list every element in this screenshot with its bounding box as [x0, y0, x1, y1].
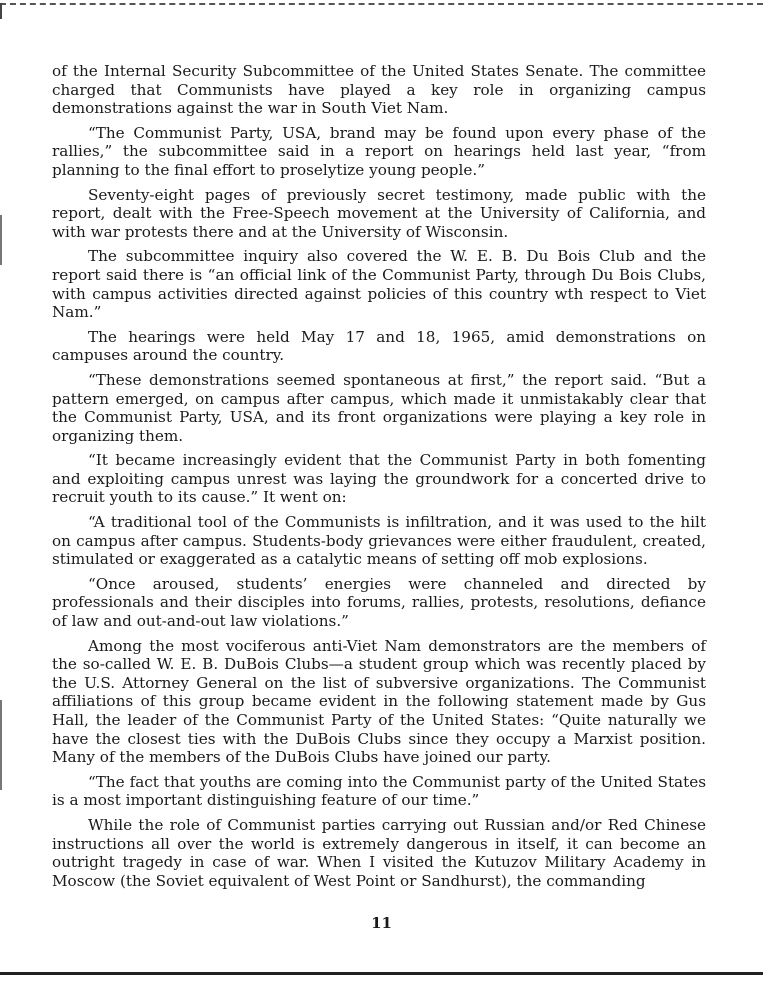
paragraph: “The Communist Party, USA, brand may be found upon every phase of the rallies,” the subcommittee said in a report on hearings held last year, “from planning to the final effort to proselytize young people.”: [52, 123, 706, 179]
paragraph: The subcommittee inquiry also covered the W. E. B. Du Bois Club and the report said there is “an official link of the Communist Party, through Du Bois Clubs, with campus activities directed against policies of this country wth respect to Viet Nam.”: [52, 247, 706, 322]
top-left-corner-mark: [0, 3, 2, 19]
left-margin-scan-mark: [0, 215, 2, 265]
paragraph: “The fact that youths are coming into the Communist party of the United States is a most important distinguishing feature of our time.”: [52, 772, 706, 810]
paragraph: “Once aroused, students’ energies were channeled and directed by professionals and their disciples into forums, rallies, protests, resolutions, defiance of law and out-and-out law violations.”: [52, 574, 706, 631]
paragraph: The hearings were held May 17 and 18, 1965, amid demonstrations on campuses around the country.: [52, 327, 706, 365]
page-number: 11: [371, 914, 392, 932]
top-border-rule: [0, 3, 763, 5]
bottom-border-rule: [0, 972, 763, 975]
paragraph: Seventy-eight pages of previously secret testimony, made public with the report, dealt with the Free-Speech movement at the University of California, and with war protests there and at the University of Wisconsin.: [52, 185, 706, 241]
paragraph: Among the most vociferous anti-Viet Nam demonstrators are the members of the so-called W. E. B. DuBois Clubs—a student group which was recently placed by the U.S. Attorney General on the list of subversive organizations. The Communist affiliations of this group became evident in the following statement made by Gus Hall, the leader of the Communist Party of the United States: “Quite naturally we have the closest ties with the DuBois Clubs since they occupy a Marxist position. Many of the members of the DuBois Clubs have joined our party.: [52, 636, 706, 767]
document-body: [52, 62, 706, 896]
paragraph: “These demonstrations seemed spontaneous at first,” the report said. “But a pattern emerged, on campus after campus, which made it unmistakably clear that the Communist Party, USA, and its front organizations were playing a key role in organizing them.: [52, 370, 706, 445]
left-margin-scan-mark: [0, 700, 2, 790]
paragraph: “It became increasingly evident that the Communist Party in both fomenting and exploiting campus unrest was laying the groundwork for a concerted drive to recruit youth to its cause.” It went on:: [52, 451, 706, 507]
paragraph: “A traditional tool of the Communists is infiltration, and it was used to the hilt on campus after campus. Students-body grievances were either fraudulent, created, stimulated or exaggerated as a catalytic means of setting off mob explosions.: [52, 513, 706, 569]
paragraph: While the role of Communist parties carrying out Russian and/or Red Chinese instructions all over the world is extremely dangerous in itself, it can become an outright tragedy in case of war. When I visited the Kutuzov Military Academy in Moscow (the Soviet equivalent of West Point or Sandhurst), the commanding: [52, 815, 706, 890]
paragraph: of the Internal Security Subcommittee of the United States Senate. The committee charged that Communists have played a key role in organizing campus demonstrations against the war in South Viet Nam.: [52, 62, 706, 118]
